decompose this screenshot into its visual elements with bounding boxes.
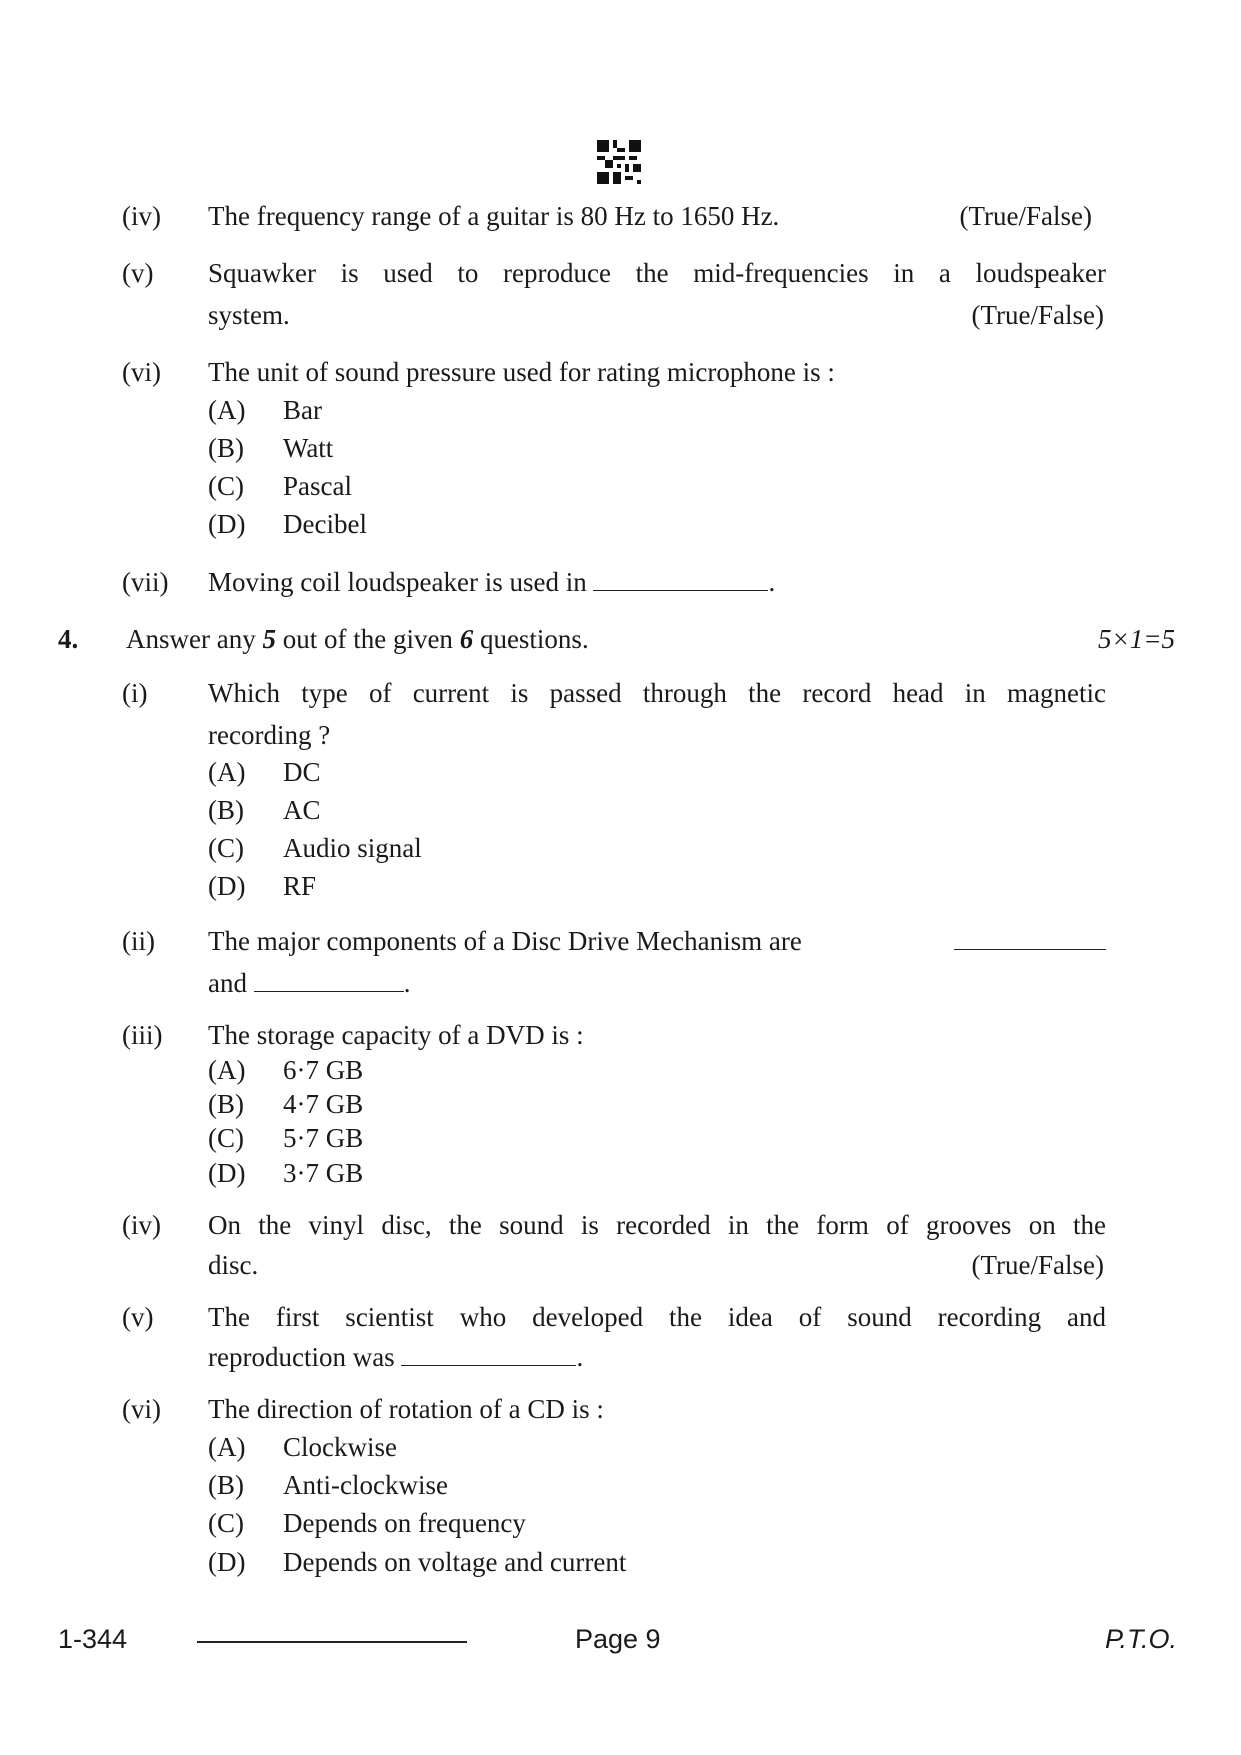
- q4-instr-post: questions.: [479, 624, 589, 654]
- q4-iii-option-b: 4·7 GB: [283, 1089, 364, 1119]
- q4-iii-option-d: 3·7 GB: [283, 1158, 364, 1188]
- answer-blank: [254, 990, 404, 992]
- q3-v-line1: Squawker is used to reproduce the mid-frequencies in a loudspeaker: [208, 258, 1106, 288]
- q3-v-number: (v): [122, 258, 154, 288]
- q3-vi-option-b-label: (B): [208, 433, 244, 463]
- q4-v-number: (v): [122, 1302, 154, 1332]
- q4-iii-option-d-label: (D): [208, 1158, 246, 1188]
- q4-vi-text: The direction of rotation of a CD is :: [208, 1394, 604, 1424]
- q3-vi-number: (vi): [122, 357, 161, 387]
- q4-i-option-d: RF: [283, 871, 317, 901]
- q4-instruction: [126, 624, 589, 655]
- q4-vi-option-b-label: (B): [208, 1470, 244, 1500]
- q3-vii-line: [208, 567, 775, 598]
- q3-iv-text: The frequency range of a guitar is 80 Hz to 1650 Hz.: [208, 201, 780, 231]
- q4-ii-line1: The major components of a Disc Drive Mechanism are: [208, 926, 802, 956]
- q3-vi-option-c: Pascal: [283, 471, 352, 501]
- q4-iv-truefalse: (True/False): [971, 1250, 1104, 1280]
- q3-vii-end: .: [768, 567, 776, 597]
- q4-instr-mid: out of the given: [282, 624, 453, 654]
- q4-iv-line1: On the vinyl disc, the sound is recorded in the form of grooves on the: [208, 1210, 1106, 1240]
- q3-vii-number: (vii): [122, 567, 169, 597]
- q4-iii-option-a: 6·7 GB: [283, 1055, 364, 1085]
- q4-iii-text: The storage capacity of a DVD is :: [208, 1020, 584, 1050]
- q3-vi-option-d-label: (D): [208, 509, 246, 539]
- q4-i-option-c: Audio signal: [283, 833, 422, 863]
- q4-i-option-a: DC: [283, 757, 321, 787]
- q4-i-line1: Which type of current is passed through the record head in magnetic: [208, 678, 1106, 708]
- paper-code: 1-344: [58, 1624, 128, 1654]
- q3-vi-option-c-label: (C): [208, 471, 244, 501]
- q4-i-option-d-label: (D): [208, 871, 246, 901]
- q4-i-option-b-label: (B): [208, 795, 244, 825]
- page-number: Page 9: [575, 1624, 661, 1654]
- q3-iv-number: (iv): [122, 201, 161, 231]
- q4-vi-option-a: Clockwise: [283, 1432, 397, 1462]
- q4-i-number: (i): [122, 678, 148, 708]
- q4-iii-number: (iii): [122, 1020, 163, 1050]
- q4-number: 4.: [58, 624, 79, 654]
- pto-label: P.T.O.: [1104, 1624, 1177, 1654]
- q3-vi-option-a: Bar: [283, 395, 322, 425]
- q3-vi-text: The unit of sound pressure used for rating microphone is :: [208, 357, 835, 387]
- q4-vi-option-a-label: (A): [208, 1432, 246, 1462]
- q4-instr-n1: 5: [262, 624, 276, 654]
- q4-iii-option-c: 5·7 GB: [283, 1123, 364, 1153]
- q4-ii-line2: and: [208, 968, 247, 998]
- q4-iv-line2: disc.: [208, 1250, 259, 1280]
- q4-ii-line2-row: [208, 968, 410, 999]
- q4-vi-number: (vi): [122, 1394, 161, 1424]
- answer-blank: [401, 1364, 576, 1366]
- q4-v-end: .: [576, 1342, 584, 1372]
- q4-i-option-b: AC: [283, 795, 321, 825]
- q4-vi-option-d: Depends on voltage and current: [283, 1547, 627, 1577]
- q4-instr-pre: Answer any: [126, 624, 256, 654]
- q3-iv-truefalse: (True/False): [959, 201, 1092, 231]
- q4-i-option-c-label: (C): [208, 833, 244, 863]
- qr-code-icon: [597, 140, 641, 184]
- q4-v-line2: reproduction was: [208, 1342, 395, 1372]
- q4-iii-option-b-label: (B): [208, 1089, 244, 1119]
- q3-v-truefalse: (True/False): [971, 300, 1104, 330]
- q4-vi-option-c-label: (C): [208, 1508, 244, 1538]
- q3-vi-option-b: Watt: [283, 433, 334, 463]
- q4-ii-number: (ii): [122, 926, 155, 956]
- answer-blank: [954, 948, 1106, 950]
- q3-v-line2: system.: [208, 300, 290, 330]
- q3-vi-option-d: Decibel: [283, 509, 367, 539]
- q4-ii-line1-row: [208, 926, 1106, 957]
- q4-i-line2: recording ?: [208, 720, 331, 750]
- q4-iii-option-a-label: (A): [208, 1055, 246, 1085]
- q4-marks: 5×1=5: [1098, 624, 1175, 654]
- q4-vi-option-c: Depends on frequency: [283, 1508, 526, 1538]
- footer-rule: [197, 1641, 467, 1643]
- q4-i-option-a-label: (A): [208, 757, 246, 787]
- q4-ii-end: .: [403, 968, 411, 998]
- q4-iii-option-c-label: (C): [208, 1123, 244, 1153]
- q3-vii-text: Moving coil loudspeaker is used in: [208, 567, 587, 597]
- answer-blank: [593, 589, 768, 591]
- q4-vi-option-b: Anti-clockwise: [283, 1470, 448, 1500]
- q4-vi-option-d-label: (D): [208, 1547, 246, 1577]
- q4-iv-number: (iv): [122, 1210, 161, 1240]
- q4-v-line2-row: [208, 1342, 583, 1373]
- q3-vi-option-a-label: (A): [208, 395, 246, 425]
- q4-instr-n2: 6: [459, 624, 474, 654]
- q4-v-line1: The first scientist who developed the idea of sound recording and: [208, 1302, 1106, 1332]
